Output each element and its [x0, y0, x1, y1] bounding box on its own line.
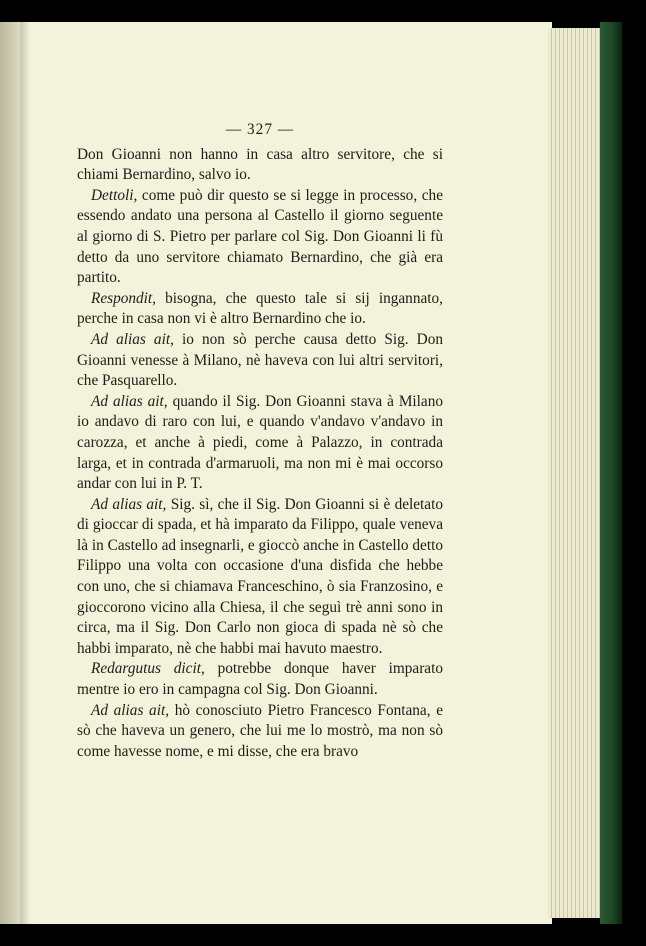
- paragraph-body: Don Gioanni non hanno in casa altro servitore, che si chiami Bernardino, salvo io.: [77, 145, 443, 184]
- page-stack-edges: [548, 28, 600, 918]
- paragraph-lead: Redargutus dicit,: [91, 660, 205, 678]
- paragraph-body: io non sò perche causa detto Sig. Don Gioanni venesse à Milano, nè haveva con lui altri servitori, che Pasquarello.: [77, 330, 443, 390]
- paragraph-body: come può dir questo se si legge in processo, che essendo andato una persona al Castello il giorno seguente al giorno di S. Pietro per parlare col Sig. Don Gioanni li fù detto da uno servitore chiamato Bernardino, che già era partito.: [77, 186, 443, 287]
- paragraph: [77, 145, 443, 186]
- facing-page-edge: [0, 22, 22, 924]
- paragraph-body: quando il Sig. Don Gioanni stava à Milano io andavo di raro con lui, e quando v'andavo v'andavo in carozza, et anche à piedi, come à Palazzo, in contrada larga, et in contrada d'armaruoli, ma non mi è mai occorso andar con lui in P. T.: [77, 392, 444, 493]
- paragraph-lead: Ad alias ait,: [91, 495, 167, 513]
- paragraph: [77, 392, 443, 495]
- paragraph-lead: Dettoli,: [91, 186, 138, 204]
- paragraph-lead: Respondit,: [91, 289, 157, 307]
- paragraph-lead: Ad alias ait,: [91, 392, 168, 410]
- paragraph-lead: Ad alias ait,: [91, 330, 174, 348]
- paragraph-body: hò conosciuto Pietro Francesco Fontana, e sò che haveva un genero, che lui me lo mostrò, ma non sò come havesse nome, e mi disse, che era bravo: [77, 701, 443, 760]
- paragraph-lead: Ad alias ait,: [91, 701, 170, 719]
- paragraph: [77, 289, 443, 330]
- paragraph: [77, 495, 443, 660]
- paragraph: [77, 659, 443, 700]
- paragraph-body: bisogna, che questo tale si sij ingannato, perche in casa non vi è altro Bernardino che io.: [77, 289, 443, 328]
- paragraph: [77, 186, 443, 289]
- book-cover-edge: [600, 22, 622, 924]
- paragraph: [77, 330, 443, 392]
- paragraph: [77, 701, 443, 763]
- page-number: — 327 —: [225, 121, 295, 138]
- page-gutter-shadow: [20, 22, 30, 924]
- paragraph-body: Sig. sì, che il Sig. Don Gioanni si è deletato di gioccar di spada, et hà imparato da Filippo, quale veneva là in Castello ad insegnarli, e gioccò anche in Castello detto Filippo una volta con occasione d'una disfida che hebbe con uno, che si chiamava Franceschino, ò sia Franzosino, e gioccorono vicino alla Chiesa, il che seguì trè anni sono in circa, ma il Sig. Don Carlo non gioca di spada nè sò che habbi imparato, nè che habbi mai havuto maestro.: [77, 495, 443, 657]
- page-text-block: [77, 120, 443, 762]
- paragraph-body: potrebbe donque haver imparato mentre io ero in campagna col Sig. Don Gioanni.: [77, 660, 443, 699]
